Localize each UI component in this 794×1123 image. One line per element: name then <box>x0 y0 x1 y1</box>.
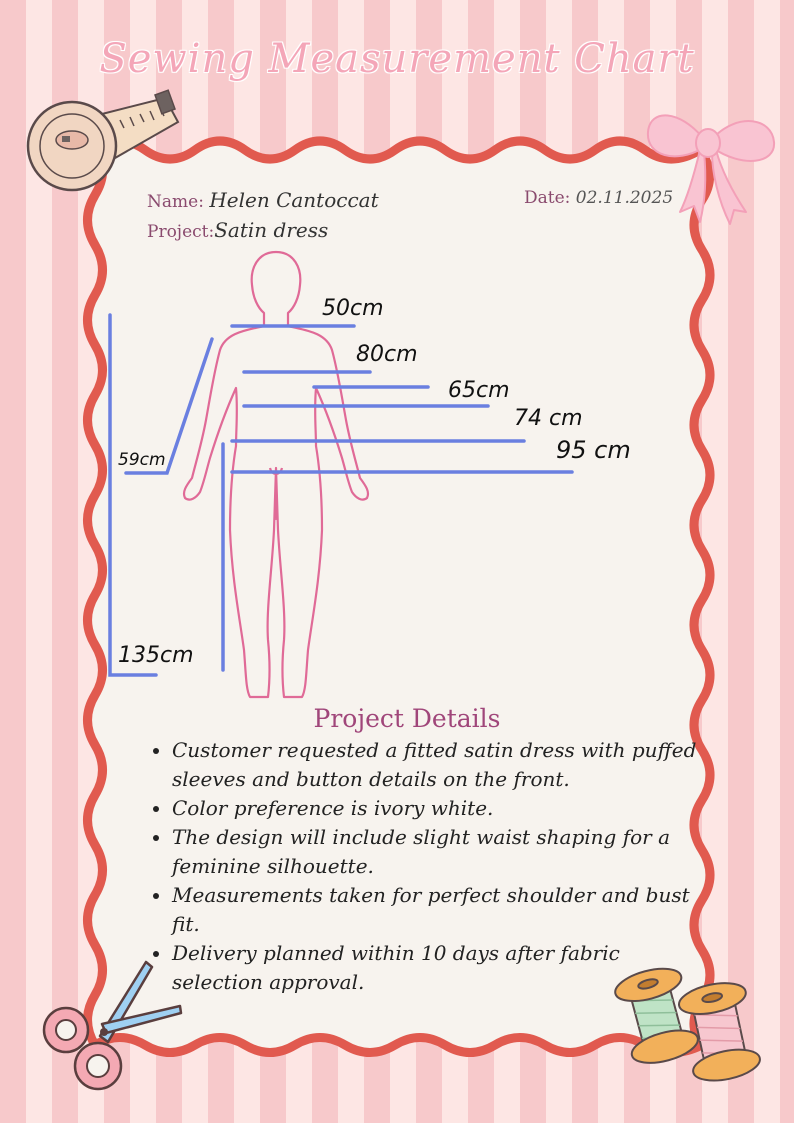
height-measurement: 135cm <box>118 643 194 668</box>
waist-measurement: 74 cm <box>514 406 583 431</box>
hip-measurement: 95 cm <box>556 436 631 464</box>
bust-measurement: 80cm <box>356 342 418 367</box>
page-title: Sewing Measurement Chart <box>99 36 695 82</box>
shoulder-measurement: 50cm <box>322 296 384 321</box>
project-label: Project: <box>147 222 215 242</box>
list-item: • Measurements taken for perfect shoulder and bust fit. <box>172 881 712 939</box>
list-item: • Color preference is ivory white. <box>172 794 712 823</box>
details-title: Project Details <box>313 704 501 733</box>
name-label: Name: <box>147 192 204 212</box>
date-label: Date: <box>524 188 571 208</box>
date-value: 02.11.2025 <box>575 188 674 208</box>
name-field <box>147 188 379 212</box>
list-item: • The design will include slight waist shaping for a feminine silhouette. <box>172 823 712 881</box>
project-value: Satin dress <box>214 218 329 242</box>
details-list <box>150 736 712 997</box>
project-field <box>147 218 328 242</box>
arm-measurement: 59cm <box>118 450 166 470</box>
list-item: • Delivery planned within 10 days after fabric selection approval. <box>172 939 712 997</box>
under-bust-measurement: 65cm <box>448 378 510 403</box>
list-item: • Customer requested a fitted satin dress with puffed sleeves and button details on the front. <box>172 736 712 794</box>
name-value: Helen Cantoccat <box>209 188 379 212</box>
date-field <box>524 188 673 208</box>
